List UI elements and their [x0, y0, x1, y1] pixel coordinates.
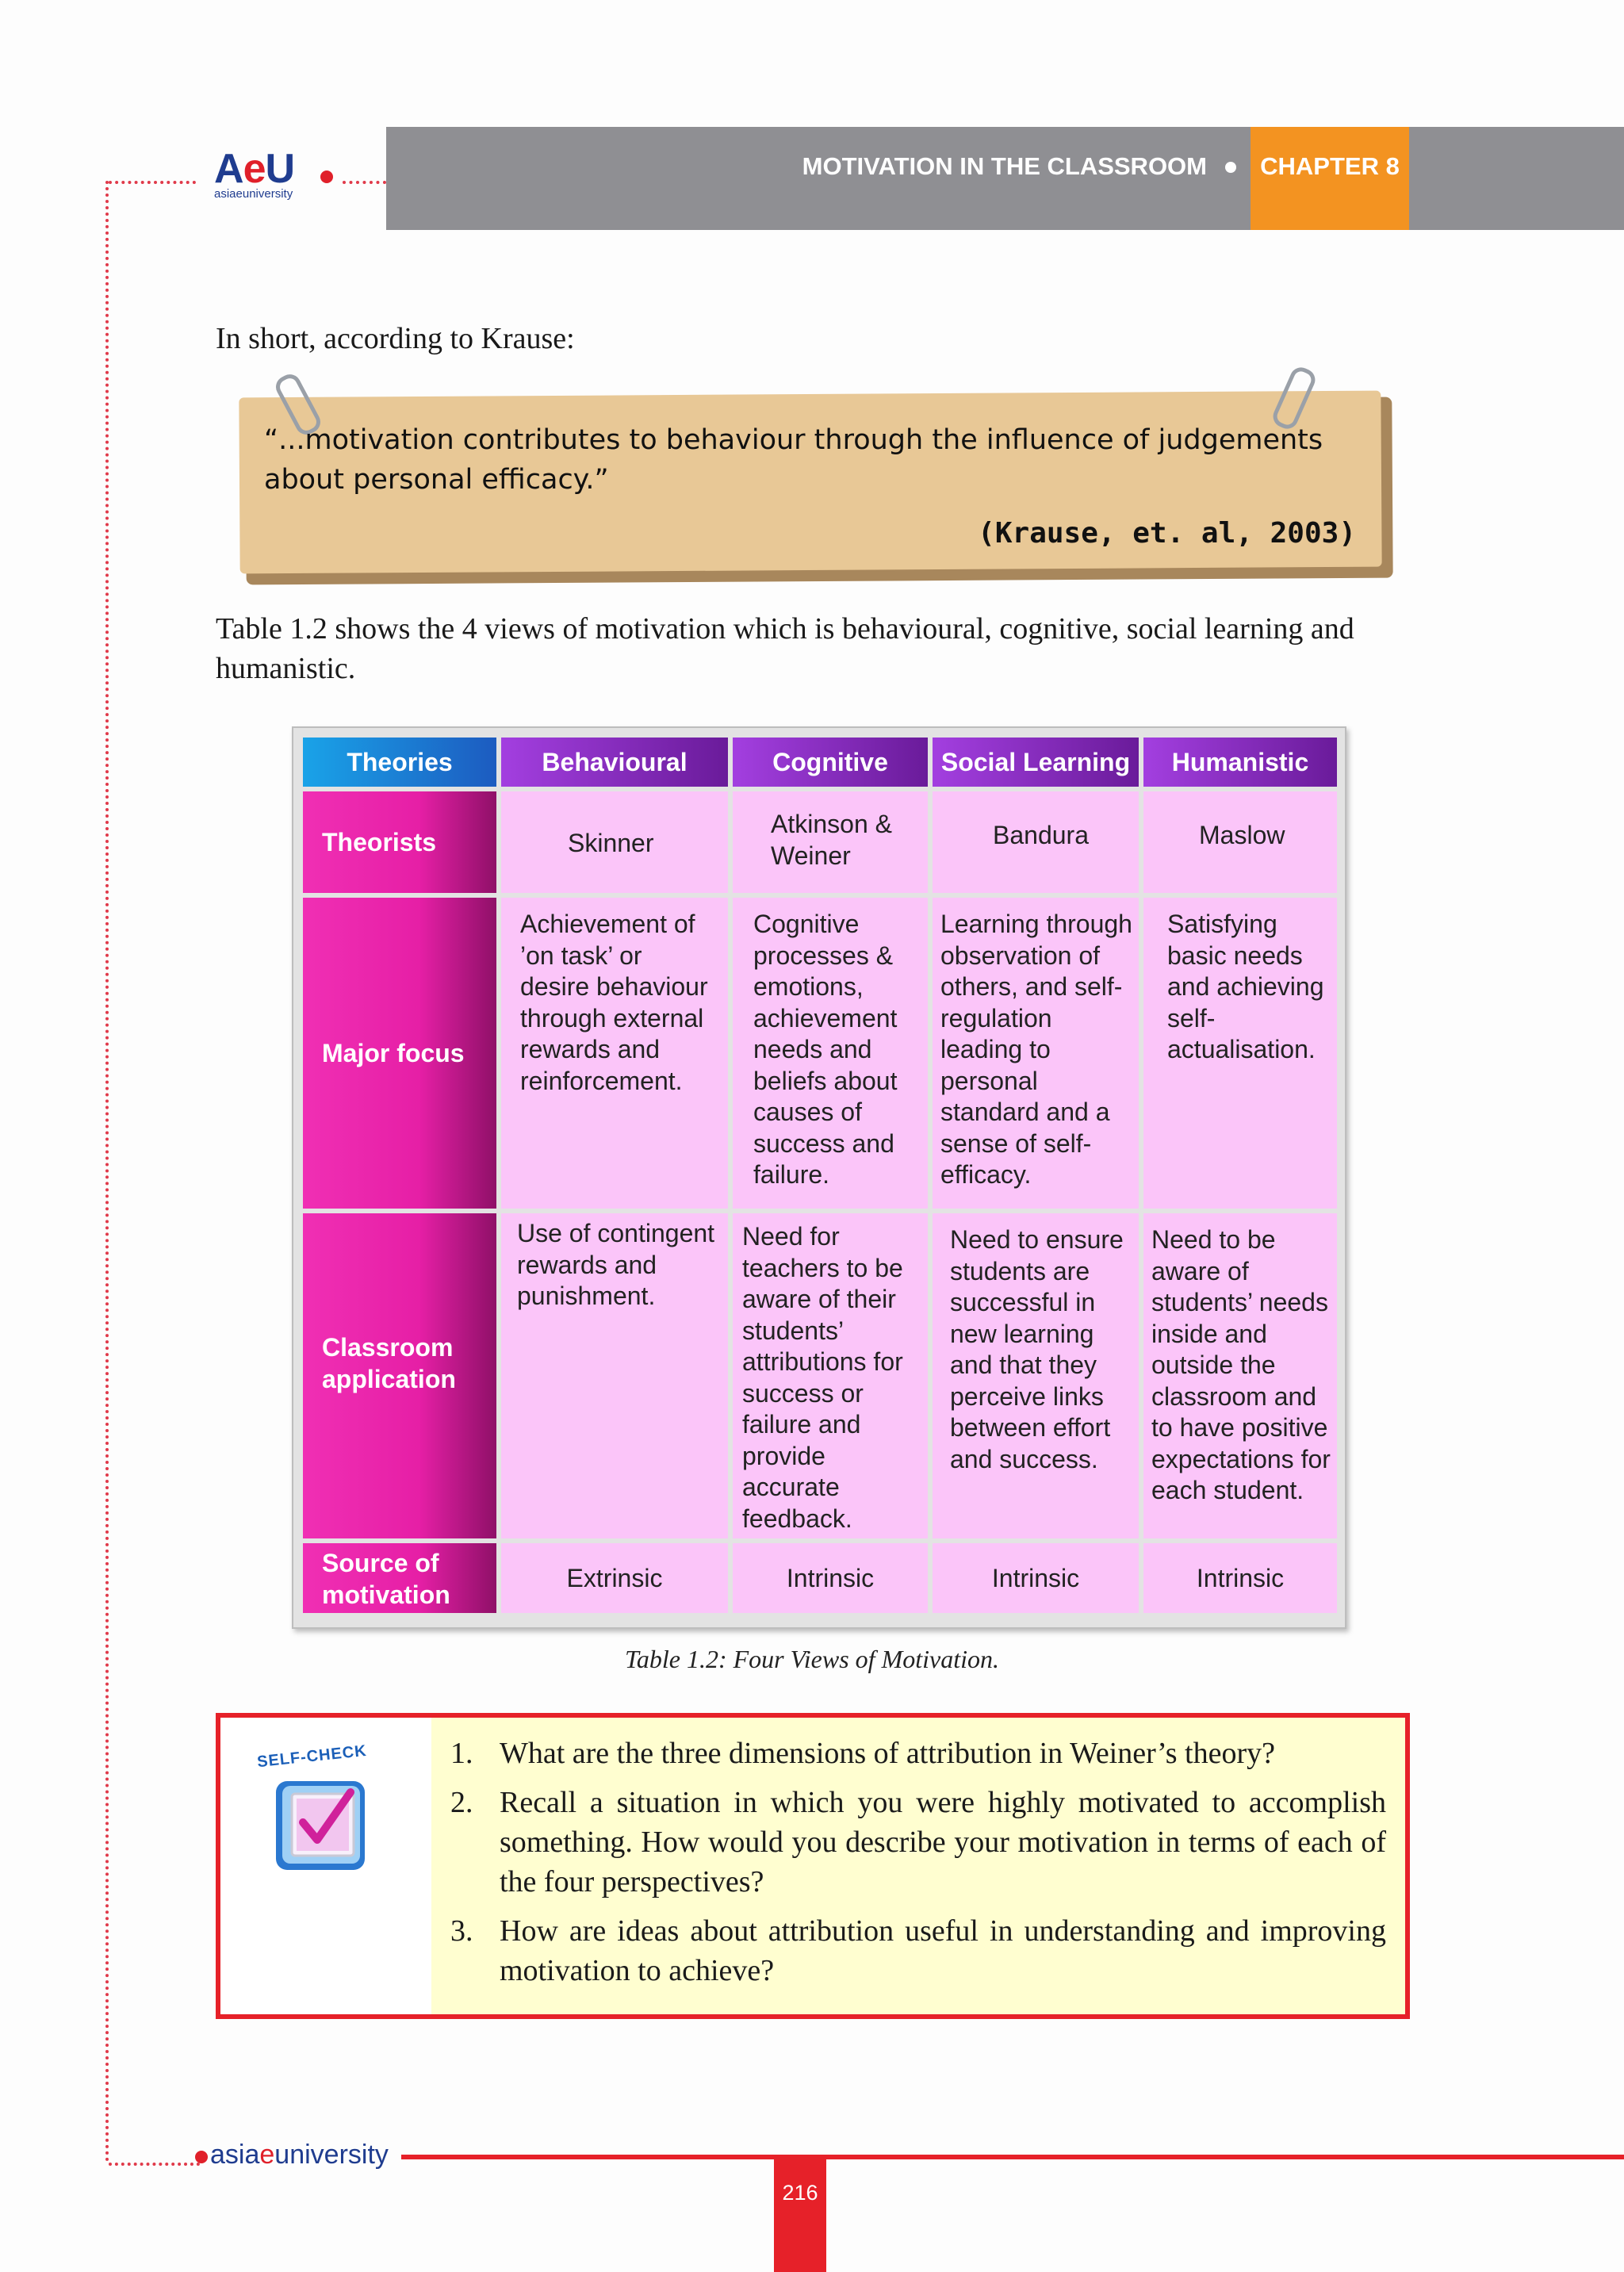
table-row-label: Source of motivation — [303, 1543, 496, 1613]
self-check-box — [216, 1713, 1410, 2019]
logo-letter: e — [243, 146, 266, 192]
chapter-label: CHAPTER 8 — [1251, 127, 1409, 230]
table-header-cell: Social Learning — [933, 738, 1139, 787]
logo-letter: A — [214, 146, 243, 192]
table-caption: Table 1.2: Four Views of Motivation. — [625, 1645, 999, 1673]
table-cell: Cognitive processes & emotions, achievement needs and beliefs about causes of success and failure. — [733, 898, 928, 1209]
table-row-label: Theorists — [303, 791, 496, 893]
table-cell: Use of contingent rewards and punishment. — [501, 1213, 728, 1538]
question-text: Recall a situation in which you were highly motivated to accomplish something. How would you describe your motivation in terms of each of the four perspectives? — [500, 1786, 1386, 1898]
margin-dotted-line — [105, 181, 109, 2163]
header-bullet — [1225, 162, 1236, 173]
checklist-icon — [273, 1775, 373, 1875]
footer-brand-part: university — [274, 2140, 389, 2170]
logo-mark — [214, 147, 357, 191]
footer-dot — [195, 2151, 208, 2163]
footer-brand-part: asia — [210, 2140, 260, 2170]
table-cell: Learning through observation of others, and self-regulation leading to personal standard and a sense of self-efficacy. — [933, 898, 1139, 1209]
table-cell: Need for teachers to be aware of their students’ attributions for success or failure and provide accurate feedback. — [733, 1213, 928, 1538]
self-check-questions — [450, 1734, 1386, 2000]
university-logo — [214, 147, 357, 210]
table-header-cell: Behavioural — [501, 738, 728, 787]
question-number: 3. — [450, 1914, 473, 1948]
table-cell: Satisfying basic needs and achieving self-actualisation. — [1143, 898, 1337, 1209]
question-number: 2. — [450, 1786, 473, 1819]
table-cell: Need to ensure students are successful in new learning and that they perceive links between effort and success. — [933, 1213, 1139, 1538]
quote-source: (Krause, et. al, 2003) — [978, 517, 1356, 550]
running-header — [386, 127, 1624, 230]
page-number: 216 — [774, 2159, 826, 2272]
table-cell: Intrinsic — [933, 1543, 1139, 1613]
question-text: What are the three dimensions of attribution in Weiner’s theory? — [500, 1737, 1275, 1770]
table-row-label: Major focus — [303, 898, 496, 1209]
self-check-label: SELF-CHECK — [256, 1741, 368, 1772]
list-item — [450, 1783, 1386, 1902]
table-header-cell: Cognitive — [733, 738, 928, 787]
footer-brand-part: e — [259, 2140, 275, 2170]
table-cell: Bandura — [933, 791, 1139, 893]
question-text: How are ideas about attribution useful in understanding and improving motivation to achieve? — [500, 1914, 1386, 1987]
table-cell: Extrinsic — [501, 1543, 728, 1613]
table-header-cell: Theories — [303, 738, 496, 787]
table-cell: Skinner — [501, 791, 728, 893]
margin-dotted-line — [109, 2163, 200, 2166]
table-cell: Intrinsic — [733, 1543, 928, 1613]
table-row-label: Classroom application — [303, 1213, 496, 1538]
table-cell: Achievement of ’on task’ or desire behaviour through external rewards and reinforcement. — [501, 898, 728, 1209]
list-item — [450, 1911, 1386, 1990]
logo-subtitle: asiaeuniversity — [214, 187, 293, 201]
table-intro-paragraph: Table 1.2 shows the 4 views of motivation which is behavioural, cognitive, social learning and humanistic. — [216, 612, 1354, 685]
margin-dotted-line — [109, 181, 196, 184]
quote-text: “...motivation contributes to behaviour through the influence of judgements about personal efficacy.” — [264, 424, 1323, 496]
logo-dot — [320, 170, 333, 183]
table-cell: Need to be aware of students’ needs inside and outside the classroom and to have positive expectations for each student. — [1143, 1213, 1337, 1538]
header-title: MOTIVATION IN THE CLASSROOM — [802, 152, 1207, 180]
table-cell: Maslow — [1143, 791, 1337, 893]
motivation-table — [292, 726, 1346, 1629]
footer-brand — [210, 2140, 389, 2170]
footer-rule — [401, 2155, 1624, 2159]
intro-paragraph: In short, according to Krause: — [216, 322, 575, 355]
table-header-cell: Humanistic — [1143, 738, 1337, 787]
table-cell: Atkinson & Weiner — [733, 791, 928, 893]
list-item — [450, 1734, 1386, 1773]
logo-letter: U — [265, 146, 295, 192]
question-number: 1. — [450, 1737, 473, 1770]
table-cell: Intrinsic — [1143, 1543, 1337, 1613]
